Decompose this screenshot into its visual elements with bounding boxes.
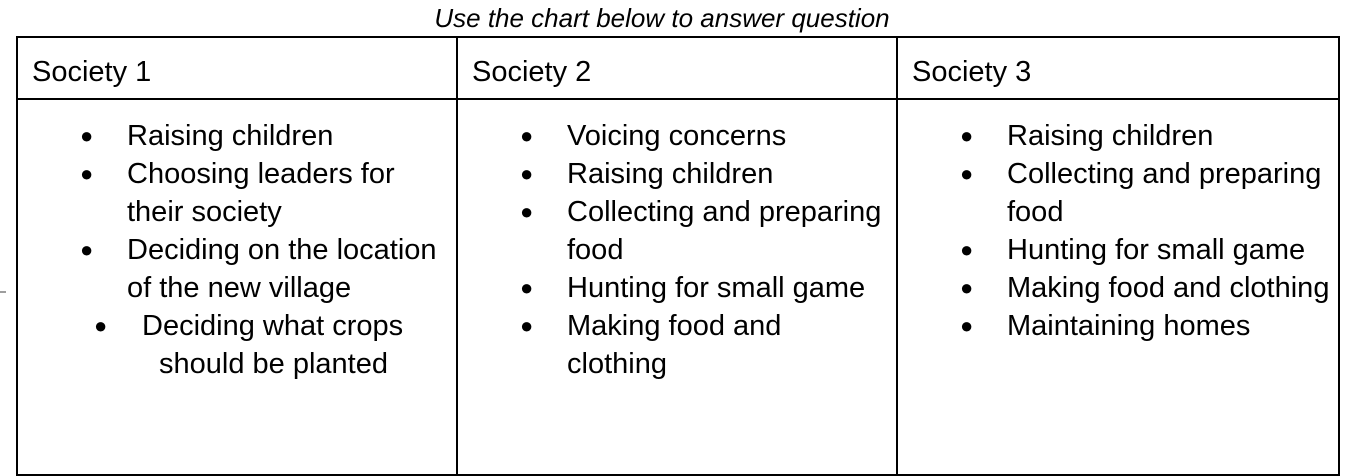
- society-2-list: [458, 117, 896, 383]
- list-item: ● Raising children: [898, 117, 1338, 155]
- margin-marker: [0, 291, 6, 293]
- list-item: ● Making food and clothing: [898, 269, 1338, 307]
- list-item: ● Maintaining homes: [898, 307, 1338, 345]
- list-item: ● Deciding on the location of the new village: [18, 231, 456, 307]
- list-item: ● Collecting and preparing food: [898, 155, 1338, 231]
- society-1-cell: [17, 99, 457, 475]
- header-row: [17, 37, 1339, 99]
- list-item-line: Deciding what crops: [142, 310, 404, 342]
- list-item: ● Collecting and preparing food: [458, 193, 896, 269]
- chart-caption: Use the chart below to answer question: [434, 3, 890, 33]
- list-item-line: should be planted: [159, 348, 388, 380]
- header-society-2: Society 2: [457, 37, 897, 99]
- list-item: ● Choosing leaders for their society: [18, 155, 456, 231]
- society-3-list: [898, 117, 1338, 345]
- list-item: [18, 307, 456, 383]
- list-item: ● Hunting for small game: [898, 231, 1338, 269]
- society-table: [16, 36, 1340, 476]
- header-society-3: Society 3: [897, 37, 1339, 99]
- society-1-list: [18, 117, 456, 383]
- list-item: ● Making food and clothing: [458, 307, 896, 383]
- society-2-cell: [457, 99, 897, 475]
- list-item: ● Raising children: [458, 155, 896, 193]
- header-society-1: Society 1: [17, 37, 457, 99]
- list-item: ● Hunting for small game: [458, 269, 896, 307]
- society-3-cell: [897, 99, 1339, 475]
- body-row: [17, 99, 1339, 475]
- list-item: ● Voicing concerns: [458, 117, 896, 155]
- list-item: ● Raising children: [18, 117, 456, 155]
